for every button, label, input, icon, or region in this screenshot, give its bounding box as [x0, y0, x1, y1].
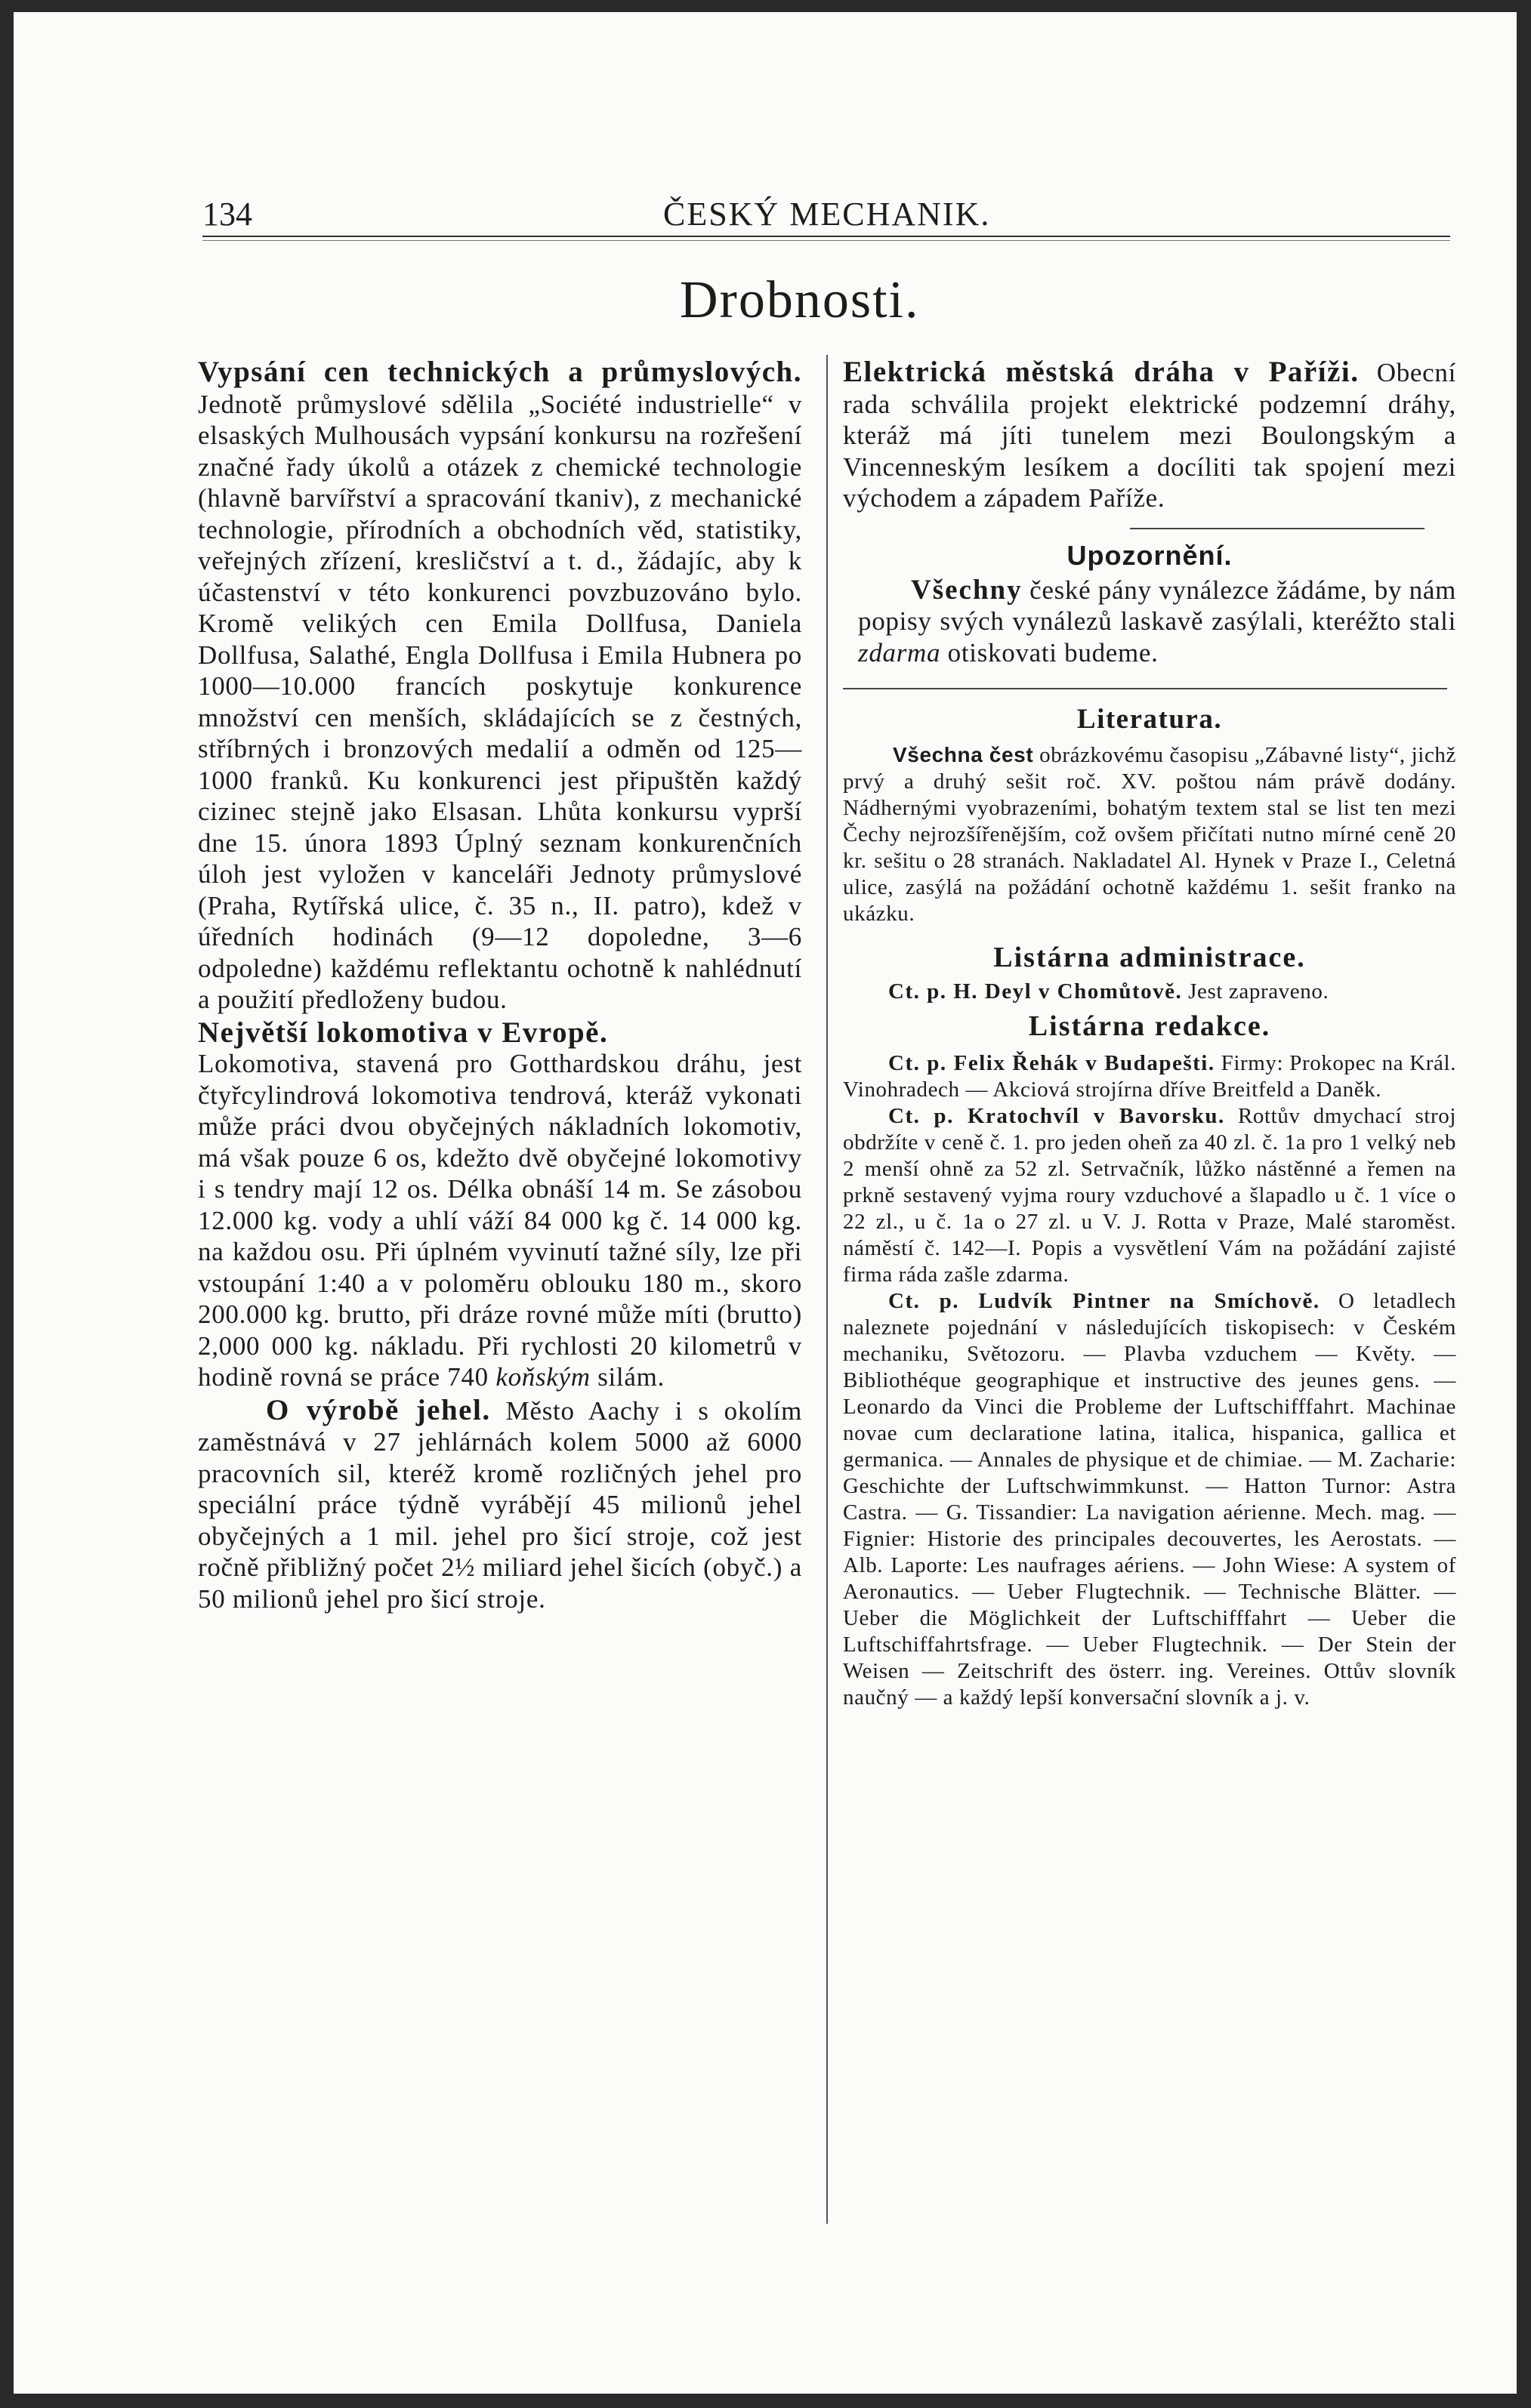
letter-text: Jest zapraveno.	[1188, 979, 1329, 1004]
article-heading: Vypsání cen technických a průmyslových.	[198, 356, 802, 388]
notice-text: české pány vynálezce žádáme, by nám popisy svých vynálezů laskavě zasýlali, kteréžto stali	[858, 575, 1457, 636]
notice-lead: Všechny	[911, 574, 1023, 606]
article-prize-competition	[198, 356, 802, 1016]
column-divider	[826, 355, 828, 2224]
literature-heading: Literatura.	[1076, 704, 1223, 735]
letter-recipient: Ct. p. H. Deyl v Chomůtově.	[888, 979, 1183, 1004]
article-body: silám.	[597, 1362, 665, 1392]
page-number: 134	[202, 196, 252, 233]
notice-italic: zdarma	[858, 637, 941, 668]
letter-text: Firmy: Prokopec na Král. Vinohradech — Akciová strojírna dříve Breitfeld a Daněk.	[843, 1051, 1456, 1102]
literature-text: obrázkovému časopisu „Zábavné listy“, jichž prvý a druhý sešit roč. XV. poštou nám právě dodány. Nádhernými vyobrazeními, bohatým textem stal se list ten mezi Čechy nejrozšířenějším, což ovšem přičítati nutno mírné ceně 20 kr. sešitu o 28 stranách. Nakladatel Al. Hynek v Praze I., Celetná ulice, zasýlá na požádání ochotně každému 1. sešit franko na ukázku.	[843, 743, 1456, 926]
article-needle-production	[198, 1395, 802, 1615]
article-body: Obecní rada schválila projekt elektrické podzemní dráhy, kteráž má jíti tunelem mezi Boulongským a Vincenneským lesíkem a docíliti tak spojení mezi východem a západem Paříže.	[843, 358, 1456, 513]
letter-text: Rottův dmychací stroj obdržíte v ceně č. 1. pro jeden oheň za 40 zl. č. 1a pro 1 velký neb 2 menší ohně za 52 zl. Setrvačník, lůžko nástěnné a řemen na prkně sestavený vyjma roury vzduchové a šlapadlo u č. 1 více o 22 zl., u č. 1a o 27 zl. u V. J. Rotta v Praze, Malé staroměst. náměstí č. 142—I. Popis a vysvětlení Vám na požádání zajisté firma ráda zašle zdarma.	[843, 1104, 1457, 1287]
article-body: Lokomotiva, stavená pro Gotthardskou dráhu, jest čtyřcylindrová lokomotiva tendrová, kteráž vykonati může práci dvou obyčejných nákladních lokomotiv, má však pouze 6 os, kdežto dvě obyčejné lokomotivy i s tendry mají 12 os. Délka obnáší 14 m. Se zásobou 12.000 kg. vody a uhlí váží 84 000 kg č. 14 000 kg. na každou osu. Při úplném vyvinutí tažné síly, lze při vstoupání 1:40 a v poloměru oblouku 180 m., skoro 200.000 kg. brutto, při dráze rovné může míti (brutto) 2,000 000 kg. nákladu. Při rychlosti 20 kilometrů v hodině rovná se práce 740	[198, 1049, 802, 1392]
editorial-letter	[843, 1288, 1456, 1711]
admin-letter	[843, 979, 1456, 1005]
right-column	[843, 356, 1456, 1711]
header-rule-thin	[202, 240, 1450, 241]
letter-recipient: Ct. p. Ludvík Pintner na Smíchově.	[888, 1289, 1320, 1313]
editorial-letters-heading: Listárna redakce.	[1028, 1010, 1271, 1042]
literature-body	[843, 742, 1456, 927]
notice-text: otiskovati budeme.	[947, 637, 1159, 668]
article-heading: O výrobě jehel.	[266, 1393, 491, 1426]
header-rule	[202, 236, 1450, 237]
left-column	[198, 356, 802, 1616]
divider	[843, 688, 1447, 689]
article-heading: Elektrická městská dráha v Paříži.	[843, 356, 1360, 388]
article-body-italic: koňským	[495, 1362, 591, 1392]
article-body: Město Aachy i s okolím zaměstnává v 27 jehlárnách kolem 5000 až 6000 pracovních sil, kteréž kromě rozličných jehel pro speciální práce týdně vyrábějí 45 milionů jehel obyčejných a 1 mil. jehel pro šicí stroje, což jest ročně přibližný počet 2½ miliard jehel šicích (obyč.) a 50 milionů jehel pro šicí stroje.	[198, 1395, 802, 1614]
letter-text: O letadlech naleznete pojednání v následujících tiskopisech: v Českém mechaniku, Světozoru. — Plavba vzduchem — Květy. — Bibliothéque geographique et instructive des jeunes gens. — Leonardo da Vinci die Probleme der Luftschifffahrt. Machinae novae cum declaratione latina, italica, hispanica, gallica et germanica. — Annales de physique et de chimiae. — M. Zacharie: Geschichte der Luftschwimmkunst. — Hatton Turnor: Astra Castra. — G. Tissandier: La navigation aérienne. Mech. mag. — Fignier: Historie des principales decouvertes, les Aerostats. — Alb. Laporte: Les naufrages aériens. — John Wiese: A system of Aeronautics. — Ueber Flugtechnik. — Technische Blätter. — Ueber die Möglichkeit der Luftschifffahrt — Ueber die Luftschiffahrtsfrage. — Ueber Flugtechnik. — Der Stein der Weisen — Zeitschrift des österr. ing. Vereines. Ottův slovník naučný — a každý lepší konversační slovník a j. v.	[843, 1289, 1456, 1710]
letter-recipient: Ct. p. Felix Řehák v Budapešti.	[888, 1051, 1215, 1075]
article-paris-railway	[843, 356, 1456, 514]
admin-letters-heading: Listárna administrace.	[993, 942, 1306, 973]
editorial-letter	[843, 1050, 1456, 1103]
section-title: Drobnosti.	[680, 271, 920, 329]
notice-body	[843, 575, 1456, 669]
editorial-letter	[843, 1103, 1456, 1288]
article-largest-locomotive	[198, 1017, 802, 1393]
article-body: Jednotě průmyslové sdělila „Société industrielle“ v elsaských Mulhousách vypsání konkursu na rozřešení značné řady úkolů a otázek z chemické technologie (hlavně barvířství a spracování tkaniv), z mechanické technologie, přírodních a obchodních věd, statistiky, veřejných zřízení, kresličství a t. d., žádajíc, aby k účastenství v této konkurenci povzbuzováno bylo. Kromě velikých cen Emila Dollfusa, Daniela Dollfusa, Salathé, Engla Dollfusa i Emila Hubnera po 1000—10.000 francích poskytuje konkurence množství cen menších, skládajících se z čestných, stříbrných i bronzových medalií a odměn od 125—1000 franků. Ku konkurenci jest připuštěn každý cizinec stejně jako Elsasan. Lhůta konkursu vyprší dne 15. února 1893 Úplný seznam konkurenčních úloh jest vyložen v kanceláři Jednoty průmyslové (Praha, Rytířská ulice, č. 35 n., II. patro), kdež v úředních hodinách (9—12 dopoledne, 3—6 odpoledne) každému reflektantu ochotně k nahlédnutí a použití předloženy budou.	[198, 389, 802, 1014]
divider	[1130, 528, 1425, 529]
journal-title: ČESKÝ MECHANIK.	[663, 196, 991, 233]
running-header	[202, 195, 1450, 233]
notice-heading: Upozornění.	[1066, 539, 1233, 571]
literature-lead: Všechna čest	[893, 743, 1034, 766]
letter-recipient: Ct. p. Kratochvíl v Bavorsku.	[888, 1104, 1225, 1128]
article-heading: Největší lokomotiva v Evropě.	[198, 1016, 609, 1049]
